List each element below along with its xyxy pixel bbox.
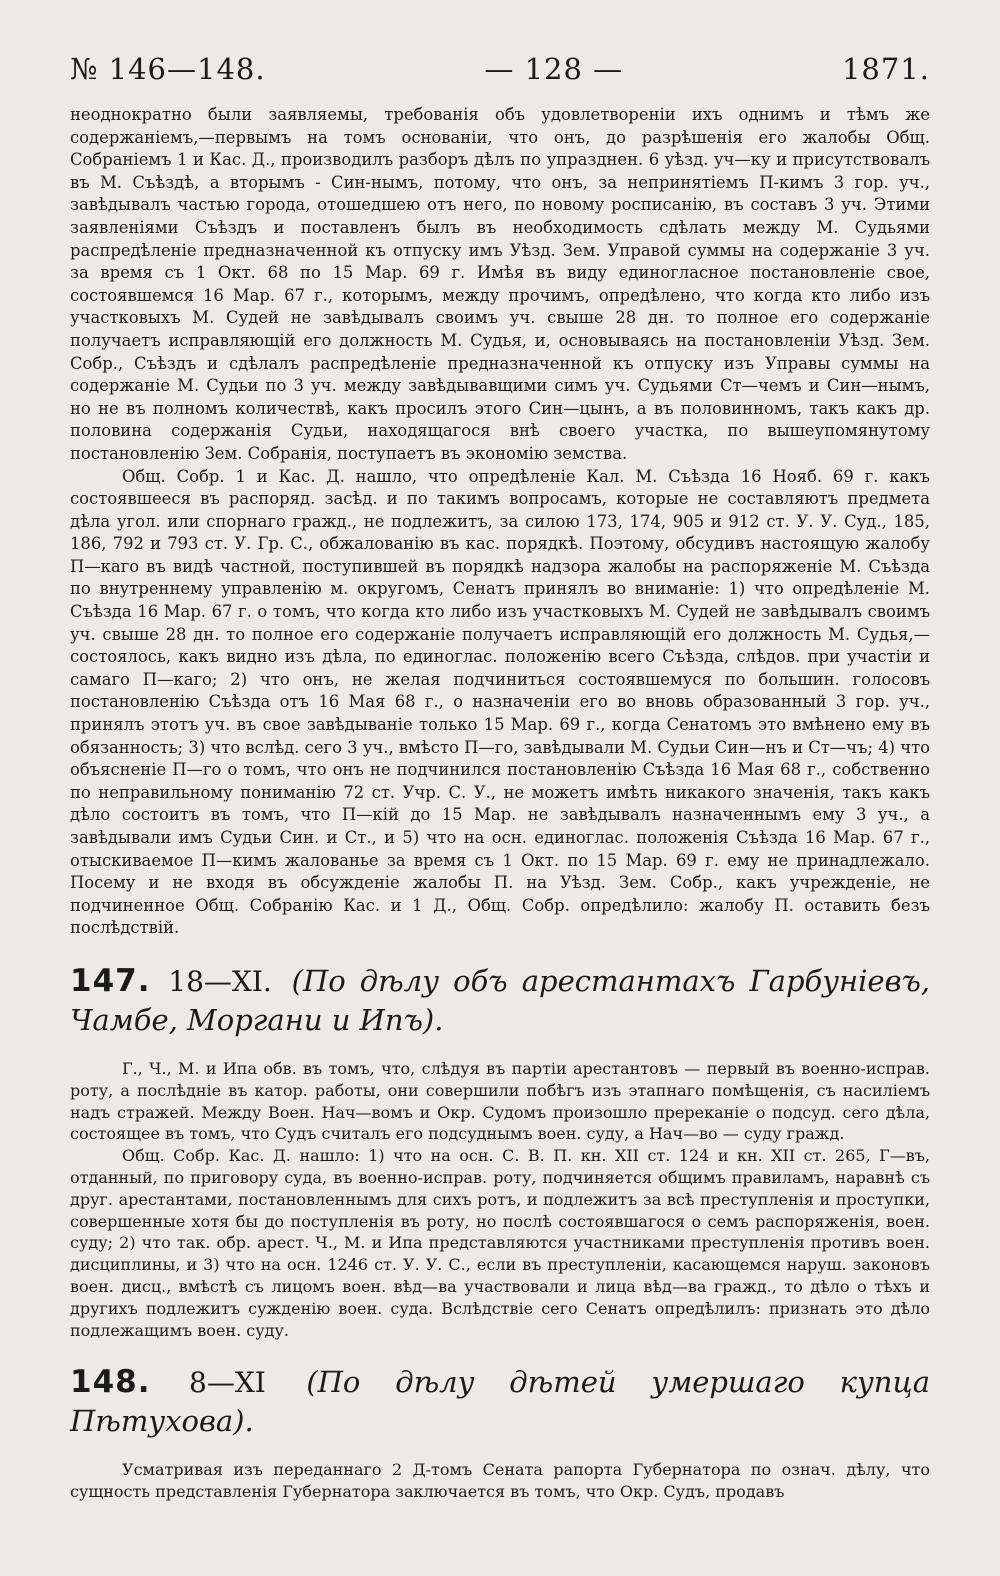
case-number: 147.	[70, 962, 151, 999]
header-page-number: — 128 —	[484, 52, 624, 86]
header-year: 1871.	[841, 52, 930, 86]
case-title: (По дѣлу дѣтей умершаго купца Пѣтухова).	[70, 1365, 930, 1439]
paragraph: неоднократно были заявляемы, требованія объ удовлетвореніи ихъ однимъ и тѣмъ же содержаніемъ,—первымъ на томъ основаніи, что онъ, до разрѣшенія его жалобы Общ. Собраніемъ 1 и Кас. Д., производилъ разборъ дѣлъ по упразднен. 6 уѣзд. уч—ку и присутствовалъ въ М. Съѣздѣ, а вторымъ - Син-нымъ, потому, что онъ, за непринятіемъ П-кимъ 3 гор. уч., завѣдывалъ частью города, отошедшею отъ него, по новому росписанію, въ составъ 3 уч. Этими заявленіями Съѣздъ и поставленъ былъ въ необходимость сдѣлать между М. Судьями распредѣленіе предназначенной къ отпуску имъ Уѣзд. Зем. Управой суммы на содержаніе 3 уч. за время съ 1 Окт. 68 по 15 Мар. 69 г. Имѣя въ виду единогласное постановленіе свое, состоявшемся 16 Мар. 67 г., которымъ, между прочимъ, опредѣлено, что когда кто либо изъ участковыхъ М. Судей не завѣдывалъ своимъ уч. свыше 28 дн. то полное его содержаніе получаетъ исправляющій его должность М. Судья, и, основываясь на постановленіи Уѣзд. Зем. Собр., Съѣздъ и сдѣлалъ распредѣленіе предназначенной къ отпуску изъ Управы суммы на содержаніе М. Судьи по 3 уч. между завѣдывавщими симъ уч. Судьями Ст—чемъ и Син—нымъ, но не въ полномъ количествѣ, какъ просилъ этого Син—цынъ, а въ половинномъ, такъ какъ др. половина содержанія Судьи, находящагося внѣ своего участка, по вышеупомянутому постановленію Зем. Собранія, поступаетъ въ экономію земства.	[70, 105, 930, 463]
paragraph: Усматривая изъ переданнаго 2 Д-томъ Сената рапорта Губернатора по означ. дѣлу, что сущность представленія Губернатора заключается въ томъ, что Окр. Судъ, продавъ	[70, 1460, 930, 1502]
case-title: (По дѣлу объ арестантахъ Гарбуніевъ, Чамбе, Моргани и Ипъ).	[70, 963, 931, 1037]
case-148-heading	[70, 1363, 930, 1441]
case-date: 8—XI	[189, 1366, 266, 1400]
section-147-body	[70, 1058, 930, 1341]
case-date: 18—XI.	[168, 964, 272, 998]
case-number: 148.	[70, 1364, 151, 1401]
paragraph: Общ. Собр. 1 и Кас. Д. нашло, что опредѣленіе Кал. М. Съѣзда 16 Нояб. 69 г. какъ состоявшееся въ распоряд. засѣд. и по такимъ вопросамъ, которые не составляютъ предмета дѣла угол. или спорнаго гражд., не подлежитъ, за силою 173, 174, 905 и 912 ст. У. У. Суд., 185, 186, 792 и 793 ст. У. Гр. С., обжалованію въ кас. порядкѣ. Поэтому, обсудивъ настоящую жалобу П—каго въ видѣ частной, поступившей въ порядкѣ надзора жалобы на распоряженіе М. Съѣзда по внутреннему управленію м. округомъ, Сенатъ принялъ во вниманіе: 1) что опредѣленіе М. Съѣзда 16 Мар. 67 г. о томъ, что когда кто либо изъ участковыхъ М. Судей не завѣдывалъ своимъ уч. свыше 28 дн. то полное его содержаніе получаетъ исправляющій его должность М. Судья,—состоялось, какъ видно изъ дѣла, по единоглас. положенію всего Съѣзда, слѣдов. при участіи и самаго П—каго; 2) что онъ, не желая подчиниться состоявшемуся по большин. голосовъ постановленію Съѣзда отъ 16 Мая 68 г., о назначеніи его во вновь образованный 3 гор. уч., принялъ этотъ уч. въ свое завѣдываніе только 15 Мар. 69 г., когда Сенатомъ это вмѣнено ему въ обязанность; 3) что вслѣд. сего 3 уч., вмѣсто П—го, завѣдывали М. Судьи Син—нъ и Ст—чъ; 4) что объясненіе П—го о томъ, что онъ не подчинился постановленію Съѣзда 16 Мая 68 г., собственно по неправильному пониманію 72 ст. Учр. С. У., не можетъ имѣть никакого значенія, такъ какъ дѣло состоитъ въ томъ, что П—кій до 15 Мар. не завѣдывалъ назначеннымъ ему 3 уч., а завѣдывали имъ Судьи Син. и Ст., и 5) что на осн. единоглас. положенія Съѣзда 16 Мар. 67 г., отыскиваемое П—кимъ жалованье за время съ 1 Окт. по 15 Мар. 69 г. ему не принадлежало. Посему и не входя въ обсужденіе жалобы П. на Уѣзд. Зем. Собр., какъ учрежденіе, не подчиненное Общ. Собранію Кас. и 1 Д., Общ. Собр. опредѣлило: жалобу П. оставить безъ послѣдствій.	[70, 466, 931, 938]
case-147-heading	[70, 962, 930, 1040]
section-146-continued	[70, 104, 930, 940]
header-case-range: № 146—148.	[70, 52, 266, 86]
section-148-body	[70, 1459, 930, 1503]
paragraph: Общ. Собр. Кас. Д. нашло: 1) что на осн. С. В. П. кн. XII ст. 124 и кн. XII ст. 265, Г—въ, отданный, по приговору суда, въ военно-исправ. роту, подчиняется общимъ правиламъ, наравнѣ съ друг. арестантами, постановленнымъ для сихъ ротъ, и подлежитъ за всѣ преступленія и проступки, совершенные хотя бы до поступленія въ роту, но послѣ состоявшагося о семъ распоряженія, воен. суду; 2) что так. обр. арест. Ч., М. и Ипа представляются участниками преступленія противъ воен. дисциплины, и 3) что на осн. 1246 ст. У. У. С., если въ преступленіи, касающемся наруш. законовъ воен. дисц., вмѣстѣ съ лицомъ воен. вѣд—ва участвовали и лица вѣд—ва гражд., то дѣло о тѣхъ и другихъ подлежитъ сужденію воен. суда. Вслѣдствіе сего Сенатъ опредѣлилъ: признать это дѣло подлежащимъ воен. суду.	[70, 1146, 930, 1340]
running-head	[70, 52, 930, 86]
paragraph: Г., Ч., М. и Ипа обв. въ томъ, что, слѣдуя въ партіи арестантовъ — первый въ военно-исправ. роту, а послѣдніе въ катор. работы, они совершили побѣгъ изъ этапнаго помѣщенія, съ насиліемъ надъ стражей. Между Воен. Нач—вомъ и Окр. Судомъ произошло пререканіе о подсуд. сего дѣла, состоящее въ томъ, что Судъ считалъ его подсуднымъ воен. суду, а Нач—во — суду гражд.	[70, 1058, 930, 1144]
